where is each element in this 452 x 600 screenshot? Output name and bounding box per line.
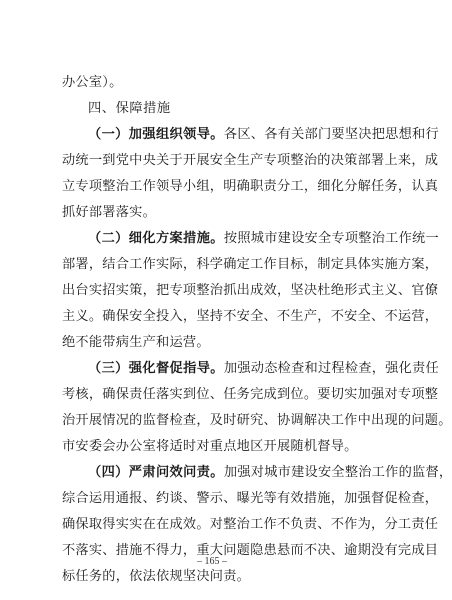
line-text: 动统一到党中央关于开展安全生产专项整治的决策部署上来，成	[62, 153, 439, 168]
paragraph-heading	[88, 231, 224, 246]
line-text: 绝不能带病生产和运营。	[62, 335, 210, 350]
text-line	[62, 486, 439, 512]
text-line	[62, 148, 439, 174]
paragraph-number: （二）	[88, 231, 129, 246]
line-text: 办公室）。	[62, 75, 123, 90]
paragraph-number: （四）	[88, 465, 129, 480]
line-text: 部署，结合工作实际，科学确定工作目标，制定具体实施方案，	[62, 257, 439, 272]
paragraph-heading-text: 强化督促指导。	[128, 361, 224, 376]
line-text: 出台实招实策，把专项整治抓出成效，坚决杜绝形式主义、官僚	[62, 283, 439, 298]
paragraph-heading-line	[62, 122, 439, 148]
text-line	[62, 278, 439, 304]
page-number: – 165 –	[197, 556, 227, 567]
line-text: 立专项整治工作领导小组，明确职责分工，细化分解任务，认真	[62, 179, 439, 194]
line-text: 市安委会办公室将适时对重点地区开展随机督导。	[62, 439, 358, 454]
line-text: 综合运用通报、约谈、警示、曝光等有效措施，加强督促检查，	[62, 491, 439, 506]
paragraph-heading-line	[62, 460, 452, 486]
text-line	[62, 304, 439, 330]
line-text: 主义。确保安全投入，坚持不安全、不生产，不安全、不运营，	[62, 309, 439, 324]
text-line	[62, 70, 369, 96]
paragraph-number: （三）	[88, 361, 129, 376]
text-line	[62, 512, 439, 538]
line-text: 治开展情况的监督检查，及时研究、协调解决工作中出现的问题。	[62, 413, 452, 428]
paragraph-number: （一）	[88, 127, 129, 142]
line-text: 加强对城市建设安全整治工作的监督，	[223, 465, 452, 480]
text-line	[62, 382, 439, 408]
paragraph-heading-text: 严肃问效问责。	[128, 465, 224, 480]
line-text: 四、保障措施	[88, 101, 171, 116]
line-text: 抓好部署落实。	[62, 205, 157, 220]
paragraph-heading-line	[62, 226, 439, 252]
text-line	[62, 330, 369, 356]
paragraph-heading-text: 加强组织领导。	[128, 127, 224, 142]
paragraph-heading	[88, 127, 224, 142]
text-line	[62, 200, 369, 226]
line-text: 按照城市建设安全专项整治工作统一	[223, 231, 439, 246]
text-line	[62, 434, 369, 460]
text-line	[62, 408, 452, 434]
line-text: 确保取得实实在在成效。对整治工作不负责、不作为，分工责任	[62, 517, 439, 532]
paragraph-heading-line	[62, 356, 439, 382]
text-line	[62, 252, 439, 278]
body-text	[62, 70, 452, 590]
text-line	[62, 174, 439, 200]
paragraph-heading	[88, 465, 224, 480]
text-line	[62, 564, 369, 590]
line-text: 各区、各有关部门要坚决把思想和行	[223, 127, 439, 142]
paragraph-heading-text: 细化方案措施。	[128, 231, 224, 246]
line-text: 标任务的，依法依规坚决问责。	[62, 569, 251, 584]
section-heading	[62, 96, 369, 122]
line-text: 加强动态检查和过程检查，强化责任	[223, 361, 439, 376]
line-text: 不落实、措施不得力，重大问题隐患悬而不决、逾期没有完成目	[62, 543, 439, 558]
line-text: 考核，确保责任落实到位、任务完成到位。要切实加强对专项整	[62, 387, 439, 402]
paragraph-heading	[88, 361, 224, 376]
